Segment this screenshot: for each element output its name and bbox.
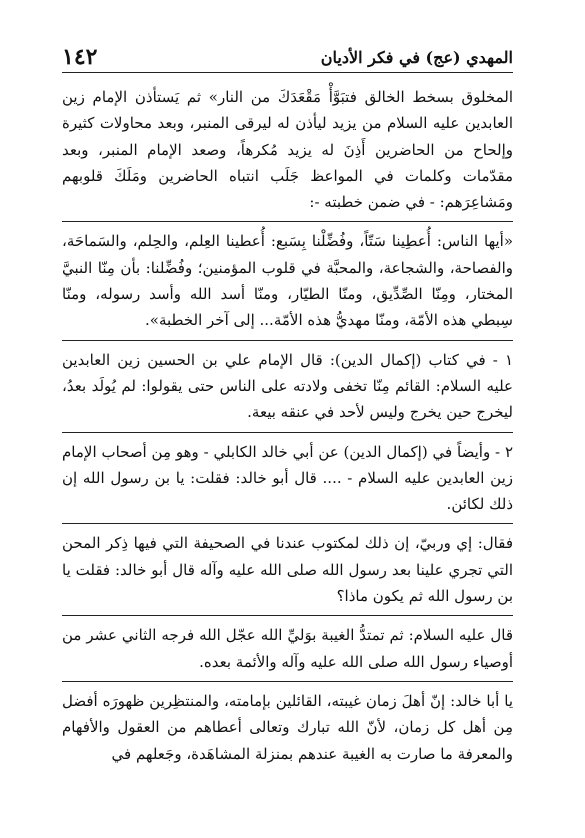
paragraph-narration-1: ١ - في كتاب (إكمال الدين): قال الإمام علي بن الحسين زين العابدين عليه السلام: القائم مِنّا تخفى ولادته على الناس حتى يقولوا: لم يُولَد بعدُ، ليخرج حين يخرج وليس لأحد في عنقه بيعة.	[62, 350, 513, 422]
running-title: المهدي (عج) في فكر الأديان	[320, 47, 513, 67]
paragraph-abu-khalid: يا أبا خالد: إنّ أهلَ زمان غيبته، القائلين بإمامته، والمنتظِرين ظهورَه أفضل مِن أهل كل زمان، لأنّ الله تبارك وتعالى أعطاهم من العقول والأفهام والمعرفة ما صارت به الغيبة عندهم بمنزلة المشاهَدة، وجَعلهم في	[62, 691, 513, 763]
paragraph-reply: فقال: إي وربيّ، إن ذلك لمكتوب عندنا في الصحيفة التي فيها ذِكر المحن التي تجري علينا بعد رسول الله صلى الله عليه وآله قال أبو خالد: فقلت يا بن رسول الله ثم يكون ماذا؟	[62, 534, 513, 606]
paragraph-intro: المخلوق بسخط الخالق فتبَوَّأْ مَقْعَدَكَ من النار» ثم يَستأذن الإمام زين العابدين عليه السلام من يزيد ليأذن له ليرقى المنبر، وبعد محاولات كثيرة وإلحاح من الحاضرين أَذِنَ له يزيد مُكرهاً، وصعد الإمام المنبر، وبعد مقدّمات وكلمات في المواعظ جَلَب انتباه الحاضرين ومَلَكَ قلوبهم ومَشاعِرَهم: - في ضمن خطبته -:	[62, 88, 513, 212]
paragraph-separator	[62, 523, 513, 524]
paragraph-separator	[62, 221, 513, 222]
paragraph-occultation: قال عليه السلام: ثم تمتدُّ الغيبة بوَليِّ الله عجّل الله فرجه الثاني عشر من أوصياء رسول الله صلى الله عليه وآله والأئمة بعده.	[62, 626, 513, 671]
page-body	[62, 84, 513, 767]
paragraph-separator	[62, 340, 513, 341]
paragraph-separator	[62, 615, 513, 616]
paragraph-separator	[62, 681, 513, 682]
paragraph-separator	[62, 432, 513, 433]
header-rule	[62, 72, 513, 73]
paragraph-narration-2: ٢ - وأيضاً في (إكمال الدين) عن أبي خالد الكابلي - وهو مِن أصحاب الإمام زين العابدين عليه السلام - .... قال أبو خالد: فقلت: يا بن رسول الله إن ذلك لكائن.	[62, 442, 513, 514]
page-header	[62, 44, 513, 70]
paragraph-sermon-quote: «أيها الناس: أُعطِينا سَتّاً، وفُضِّلْنا بِسَبع: أُعطينا العِلم، والحِلم، والسَماحَة، والفصاحة، والشجاعة، والمحبَّة في قلوب المؤمنين؛ وفُضِّلنا: بأن مِنّا النبيَّ المختار، ومِنّا الصِّدِّيق، ومنّا الطيّار، ومنّا أسد الله وأسد رسوله، ومنّا سِبطي هذه الأمّة، ومنّا مهديُّ هذه الأمّة... إلى آخر الخطبة».	[62, 232, 513, 330]
page-number: ١٤٢	[62, 44, 98, 70]
